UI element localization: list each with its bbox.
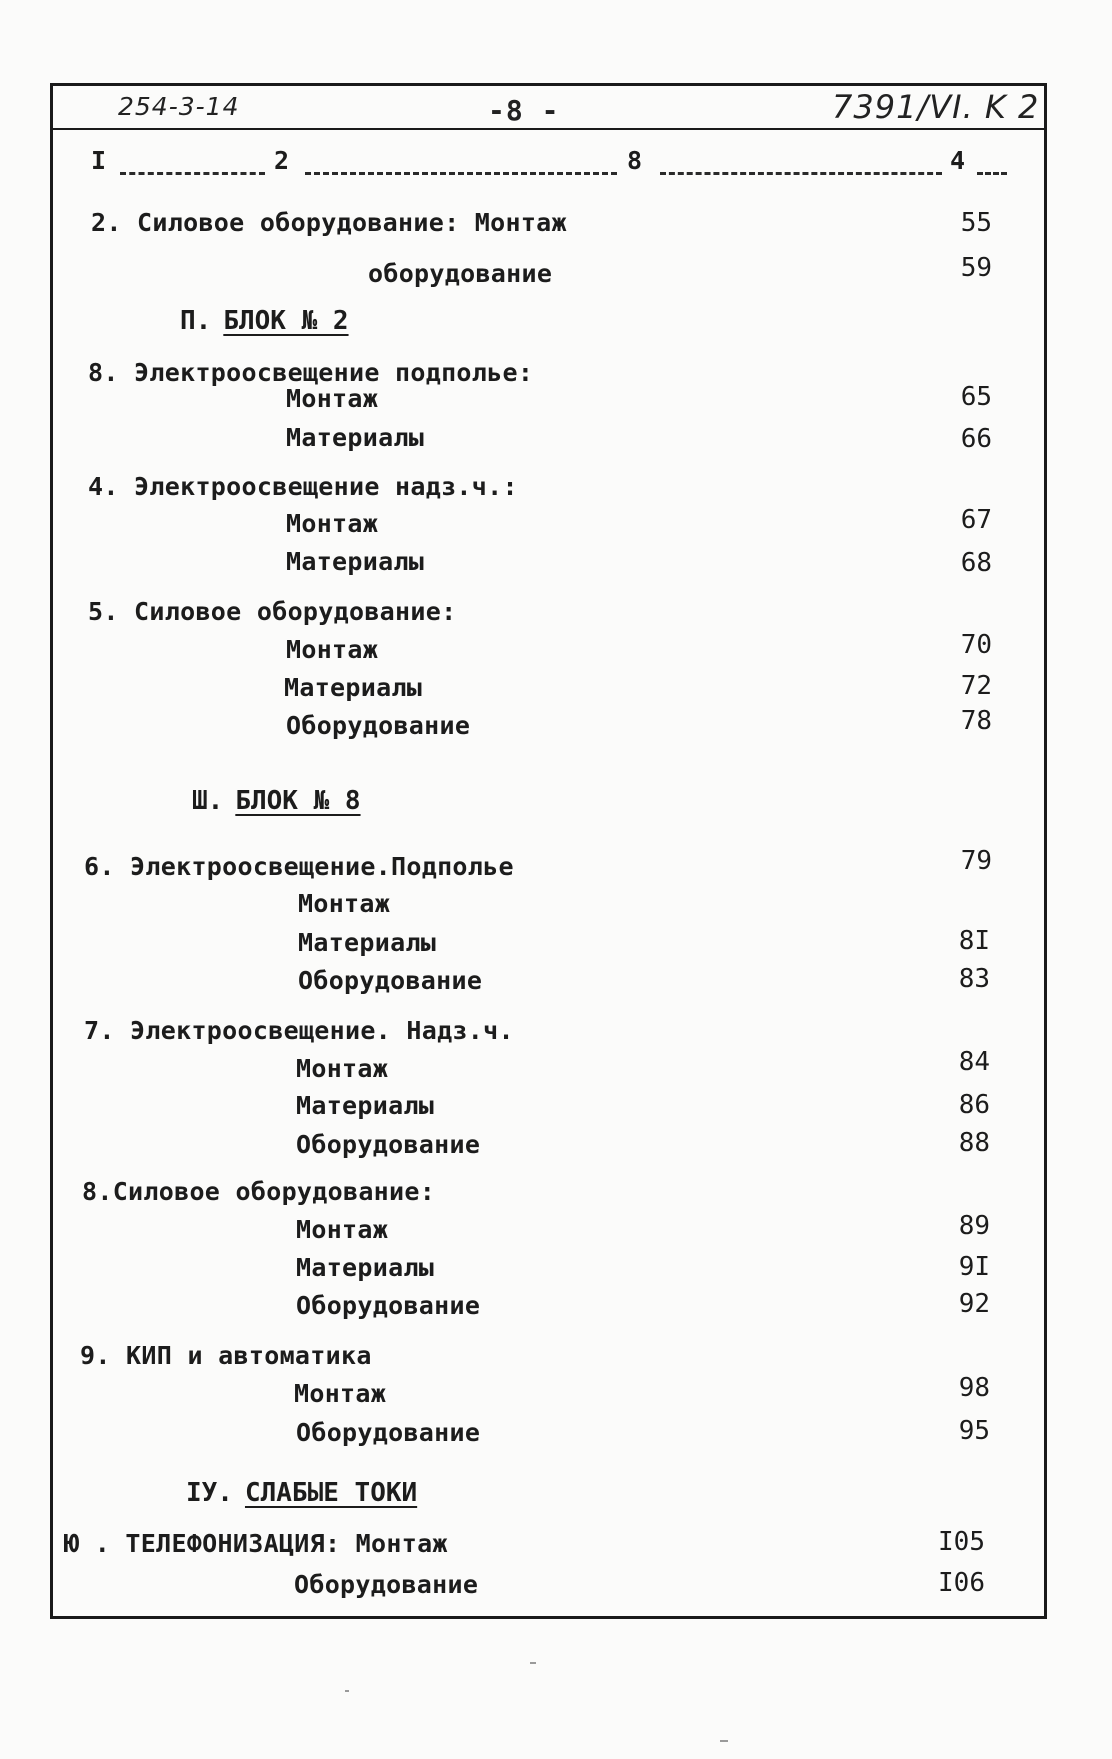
entry-title: 4. Электроосвещение надз.ч.: <box>88 472 518 501</box>
scan-speck <box>530 1662 536 1664</box>
entry-title: 9. КИП и автоматика <box>80 1341 372 1370</box>
entry-item: Монтаж <box>296 1054 389 1083</box>
column-divider <box>120 172 265 175</box>
column-number-3: 8 <box>627 146 643 175</box>
entry-item: Материалы <box>284 673 423 702</box>
entry-page: 70 <box>960 630 992 660</box>
entry-page: 92 <box>958 1289 990 1319</box>
section-heading <box>186 1478 417 1508</box>
scan-speck <box>345 1690 349 1692</box>
entry-page: 8I <box>958 926 990 956</box>
entry-page: 55 <box>960 208 992 238</box>
entry-page: 86 <box>958 1090 990 1120</box>
entry-item: Монтаж <box>286 384 379 413</box>
entry-page: 72 <box>960 671 992 701</box>
entry-item: Монтаж <box>286 509 379 538</box>
entry-page: 98 <box>958 1373 990 1403</box>
entry-title: 8.Силовое оборудование: <box>82 1177 436 1206</box>
column-number-2: 2 <box>274 146 290 175</box>
section-heading <box>192 786 361 816</box>
entry-page: 83 <box>958 964 990 994</box>
doc-code: 254-3-14 <box>118 92 240 121</box>
entry-item: Материалы <box>296 1091 435 1120</box>
entry-page: I05 <box>938 1527 985 1557</box>
entry-page: 66 <box>960 424 992 454</box>
section-number: IУ. <box>186 1478 233 1508</box>
entry-page: 65 <box>960 382 992 412</box>
entry-title: 2. Силовое оборудование: Монтаж <box>91 208 567 237</box>
entry-page: 88 <box>958 1128 990 1158</box>
column-divider <box>660 172 942 175</box>
entry-title: 6. Электроосвещение.Подполье <box>84 852 514 881</box>
entry-page: 95 <box>958 1416 990 1446</box>
entry-page: 89 <box>958 1211 990 1241</box>
entry-title: Ю . ТЕЛЕФОНИЗАЦИЯ: Монтаж <box>64 1529 448 1558</box>
entry-item: Оборудование <box>296 1291 481 1320</box>
entry-title: 8. Электроосвещение подполье: <box>88 358 534 387</box>
column-number-1: I <box>91 146 107 175</box>
entry-item: оборудование <box>368 259 553 288</box>
entry-item: Оборудование <box>296 1418 481 1447</box>
entry-item: Монтаж <box>296 1215 389 1244</box>
entry-item: Материалы <box>298 928 437 957</box>
entry-page: I06 <box>938 1568 985 1598</box>
entry-item: Материалы <box>286 423 425 452</box>
column-divider <box>977 172 1007 175</box>
section-heading <box>180 306 349 336</box>
entry-page: 67 <box>960 505 992 535</box>
entry-page: 78 <box>960 706 992 736</box>
entry-item: Оборудование <box>298 966 483 995</box>
section-title: СЛАБЫЕ ТОКИ <box>244 1478 418 1508</box>
entry-item: Монтаж <box>294 1379 387 1408</box>
entry-item: Оборудование <box>296 1130 481 1159</box>
column-divider <box>305 172 617 175</box>
page-number: -8 - <box>488 94 560 127</box>
entry-page: 9I <box>958 1252 990 1282</box>
entry-page: 84 <box>958 1047 990 1077</box>
entry-page: 59 <box>960 253 992 283</box>
entry-item: Монтаж <box>298 889 391 918</box>
entry-title: 7. Электроосвещение. Надз.ч. <box>84 1016 514 1045</box>
entry-page: 79 <box>960 846 992 876</box>
header-rule <box>50 128 1047 130</box>
column-number-4: 4 <box>950 146 966 175</box>
section-number: П. <box>180 306 212 336</box>
entry-item: Оборудование <box>294 1570 479 1599</box>
entry-item: Материалы <box>296 1253 435 1282</box>
entry-item: Монтаж <box>286 635 379 664</box>
entry-title: 5. Силовое оборудование: <box>88 597 457 626</box>
section-title: БЛОК № 8 <box>235 786 361 816</box>
section-title: БЛОК № 2 <box>223 306 349 336</box>
entry-page: 68 <box>960 548 992 578</box>
scan-speck <box>720 1740 728 1742</box>
section-number: Ш. <box>192 786 224 816</box>
archive-number: 7391/VI. K 2 <box>832 88 1040 126</box>
entry-item: Оборудование <box>286 711 471 740</box>
entry-item: Материалы <box>286 547 425 576</box>
